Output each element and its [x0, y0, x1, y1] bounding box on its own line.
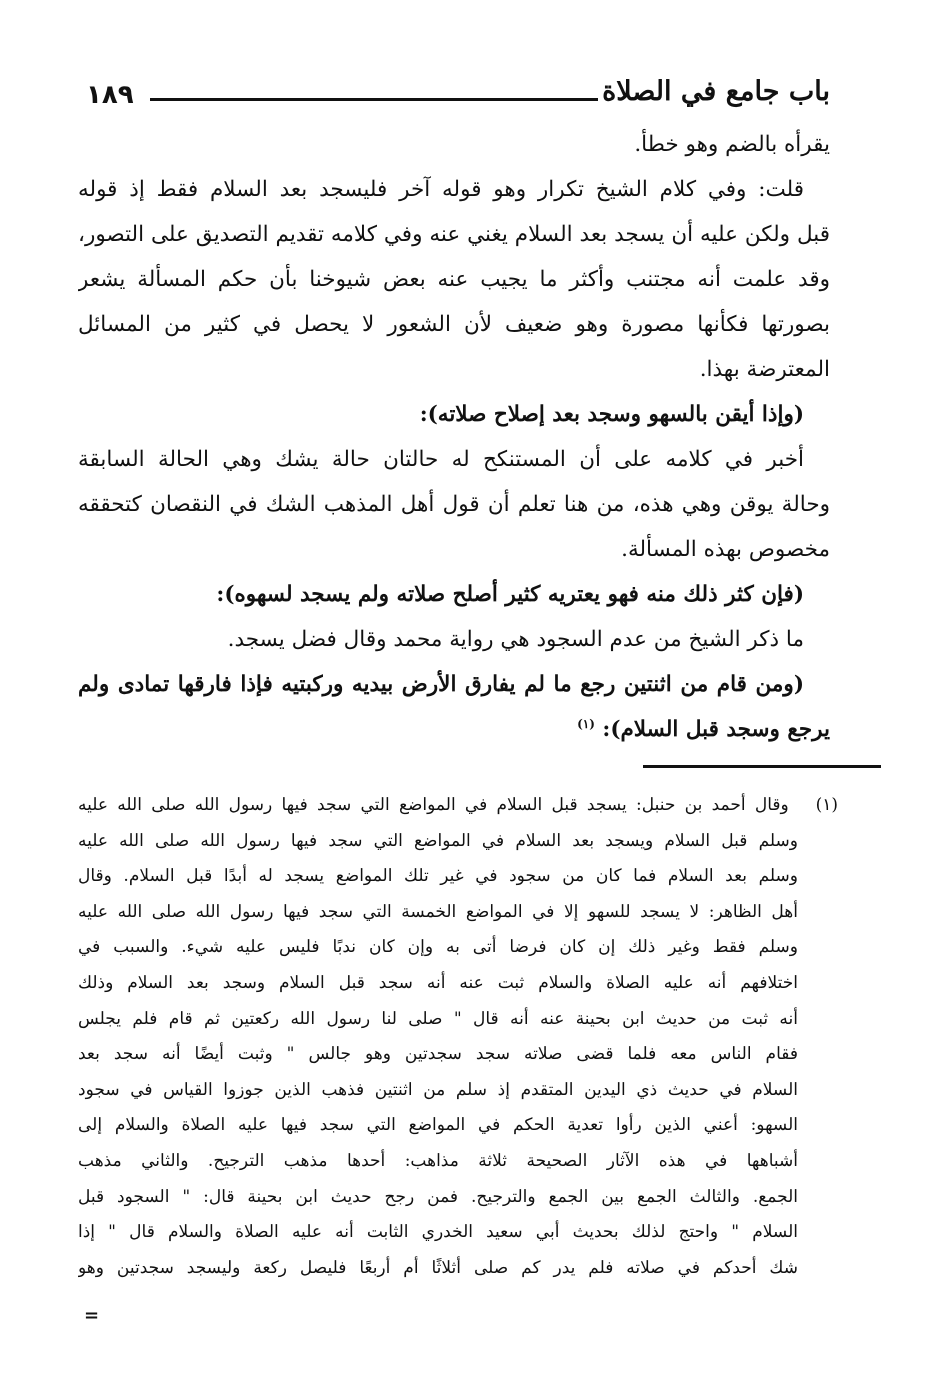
footnotes: [78, 788, 838, 1286]
text-line: وقد علمت أنه مجتنب وأكثر ما يجيب عنه بعض شيوخنا بأن حكم المسألة يشعر: [78, 267, 830, 292]
text-line: المعترضة بهذا.: [699, 357, 830, 382]
footnote-line: اختلافهم أنه عليه الصلاة والسلام ثبت عنه أنه سجد قبل السلام وسجد بعد السلام وذلك: [78, 972, 798, 993]
section-heading: (فإن كثر ذلك منه فهو يعتريه كثير أصلح صلاته ولم يسجد لسهوه):: [216, 582, 804, 607]
section-heading: (وإذا أيقن بالسهو وسجد بعد إصلاح صلاته):: [419, 402, 804, 427]
main-text: [78, 122, 830, 752]
text-line: قبل ولكن عليه أن يسجد بعد السلام يغني عنه وفي كلامه تقديم التصديق على التصور،: [78, 222, 830, 247]
text-line: بصورتها فكأنها مصورة وهو ضعيف لأن الشعور لا يحصل في كثير من المسائل: [78, 312, 830, 337]
footnote-line: وسلم قبل السلام ويسجد بعد السلام في المواضع التي سجد فيها رسول الله صلى الله عليه: [78, 830, 798, 851]
footnote-line: فقام الناس معه فلما قضى صلاته سجد سجدتين وهو جالس " وثبت أيضًا أنه سجد بعد: [78, 1044, 798, 1065]
footnote-line: وسلم بعد السلام فما كان من سجود في غير تلك المواضع يسجد له أبدًا قبل السلام. وقال: [78, 866, 798, 887]
footnote-text: وقال أحمد بن حنبل: يسجد قبل السلام في المواضع التي سجد فيها رسول الله صلى الله عليه: [78, 795, 789, 815]
footnote-line: [78, 788, 838, 824]
section-heading: (ومن قام من اثنتين رجع ما لم يفارق الأرض بيديه وركبتيه فإذا فارقها تمادى ولم: [78, 672, 804, 697]
footnote-number: (١): [815, 795, 838, 815]
footnote-line: السلام " واحتج لذلك بحديث أبي سعيد الخدري الثابت أنه عليه الصلاة والسلام قال " إذا: [78, 1222, 798, 1243]
running-title: باب جامع في الصلاة: [602, 76, 830, 107]
footnote-line: السهو: أعني الذين رأوا تعدية الحكم في المواضع التي سجد فيها عليه الصلاة والسلام إلى: [78, 1115, 798, 1136]
text-line: مخصوص بهذه المسألة.: [621, 537, 830, 562]
text-line: ما ذكر الشيخ من عدم السجود هي رواية محمد وقال فضل يسجد.: [227, 627, 804, 652]
footnote-separator: [643, 765, 881, 768]
text-line: أخبر في كلامه على أن المستنكح له حالتان حالة يشك وهي الحالة السابقة: [78, 447, 804, 472]
footnote-line: أنه ثبت من حديث ابن بحينة عنه أنه قال " صلى لنا رسول الله ركعتين ثم قام فلم يجلس: [78, 1008, 798, 1029]
heading-text: يرجع وسجد قبل السلام):: [602, 717, 830, 742]
footnote-line: أهل الظاهر: لا يسجد للسهو إلا في المواضع الخمسة التي سجد فيها رسول الله صلى الله عليه: [78, 901, 798, 922]
continuation-mark: =: [84, 1305, 100, 1326]
footnote-line: شك أحدكم في صلاته فلم يدر كم صلى أثلاثًا أم أربعًا فليصل ركعة وليسجد سجدتين وهو: [78, 1257, 798, 1278]
header-rule: [150, 98, 598, 101]
page-header: [78, 72, 830, 116]
section-heading-end: [78, 707, 830, 752]
text-line: يقرأه بالضم وهو خطأ.: [634, 132, 830, 157]
page-number: ١٨٩: [86, 80, 134, 110]
footnote-reference: (١): [577, 716, 595, 731]
text-line: وحالة يوقن وهي هذه، من هنا تعلم أن قول أهل المذهب الشك في النقصان كتحققه: [78, 492, 830, 517]
text-line: قلت: وفي كلام الشيخ تكرار وهو قوله آخر فليسجد بعد السلام فقط إذ قوله: [78, 177, 804, 202]
footnote-line: وسلم فقط وغير ذلك إن كان فرضا أتى به وإن كان ندبًا فليس عليه شيء. والسبب في: [78, 937, 798, 958]
footnote-line: الجمع. والثالث الجمع بين الجمع والترجيح. فمن رجح حديث ابن بحينة قال: " السجود قبل: [78, 1186, 798, 1207]
footnote-line: السلام في حديث ذي اليدين المتقدم إذ سلم من اثنتين فذهب الذين جوزوا القياس في سجود: [78, 1079, 798, 1100]
footnote-line: أشباهها في هذه الآثار الصحيحة ثلاثة مذاهب: أحدها مذهب الترجيح. والثاني مذهب: [78, 1150, 798, 1171]
